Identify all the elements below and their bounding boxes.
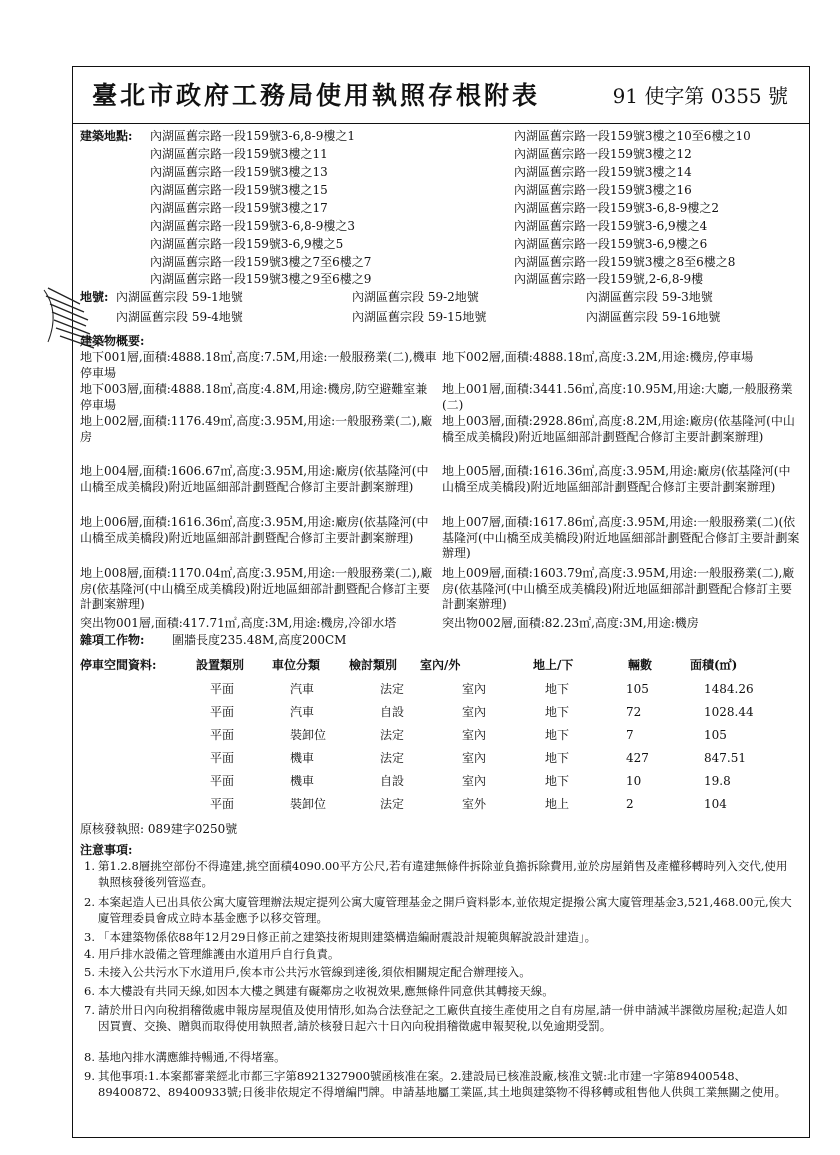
floor-info: 地上006層,面積:1616.36㎡,高度:3.95M,用途:廠房(依基隆河(中山橋至成美橋段)附近地區細部計劃暨配合修訂主要計劃案辦理)	[80, 515, 429, 545]
parking-column-header: 檢討類別	[349, 658, 398, 672]
parking-cell: 機車	[290, 751, 315, 765]
note-number: 5.	[84, 965, 95, 979]
parking-column-header: 室內/外	[420, 658, 461, 672]
lot-item: 內湖區舊宗段 59-4地號	[116, 310, 243, 324]
parking-cell: 104	[704, 797, 727, 811]
parking-cell: 平面	[210, 682, 235, 696]
note-text: 本大樓設有共同天線,如因本大樓之興建有礙鄰房之收視效果,應無條件同意供其轉接天線。	[98, 984, 554, 998]
document-header	[72, 66, 810, 124]
parking-cell: 105	[704, 728, 727, 742]
notes-label: 注意事項:	[80, 843, 133, 857]
site-address: 內湖區舊宗路一段159號3-6,8-9樓之3	[150, 219, 356, 233]
parking-cell: 室內	[462, 705, 487, 719]
note-number: 2.	[84, 895, 95, 909]
floor-info: 地上003層,面積:2928.86㎡,高度:8.2M,用途:廠房(依基隆河(中山橋至成美橋段)附近地區細部計劃暨配合修訂主要計劃案辦理)	[442, 414, 795, 444]
lot-item: 內湖區舊宗段 59-3地號	[586, 290, 713, 304]
floor-info: 突出物001層,面積:417.71㎡,高度:3M,用途:機房,冷卻水塔	[80, 616, 397, 630]
parking-column-header: 設置類別	[196, 658, 245, 672]
parking-cell: 法定	[380, 797, 405, 811]
site-address: 內湖區舊宗路一段159號3樓之13	[150, 165, 328, 179]
site-address: 內湖區舊宗路一段159號3樓之8至6樓之8	[514, 255, 736, 269]
note-text: 未接入公共污水下水道用戶,俟本市公共污水管線到達後,須依相關規定配合辦理接入。	[98, 965, 531, 979]
parking-cell: 裝卸位	[290, 797, 327, 811]
parking-column-header: 地上/下	[533, 658, 574, 672]
note-text: 第1.2.8層挑空部份不得違建,挑空面積4090.00平方公尺,若有違建無條件拆除並負擔拆除費用,並於房屋銷售及產權移轉時列入交代,使用執照核發後列管巡查。	[98, 859, 788, 889]
floor-info: 地上001層,面積:3441.56㎡,高度:10.95M,用途:大廳,一般服務業(二)	[442, 382, 793, 412]
site-address: 內湖區舊宗路一段159號3樓之9至6樓之9	[150, 272, 372, 286]
site-address: 內湖區舊宗路一段159號3樓之17	[150, 201, 328, 215]
site-address: 內湖區舊宗路一段159號3樓之15	[150, 183, 328, 197]
site-address: 內湖區舊宗路一段159號3樓之16	[514, 183, 692, 197]
floor-info: 地上008層,面積:1170.04㎡,高度:3.95M,用途:一般服務業(二),廠房(依基隆河(中山橋至成美橋段)附近地區細部計劃暨配合修訂主要計劃案辦理)	[80, 566, 433, 611]
note-number: 4.	[84, 947, 95, 961]
document-title: 臺北市政府工務局使用執照存根附表	[92, 81, 541, 110]
lot-item: 內湖區舊宗段 59-2地號	[352, 290, 479, 304]
floor-info: 地下001層,面積:4888.18㎡,高度:7.5M,用途:一般服務業(二),機車停車場	[80, 350, 437, 380]
floor-info: 地下003層,面積:4888.18㎡,高度:4.8M,用途:機房,防空避難室兼停車場	[80, 382, 428, 412]
parking-cell: 地下	[545, 705, 570, 719]
site-address: 內湖區舊宗路一段159號,2-6,8-9樓	[514, 272, 704, 286]
floor-info: 突出物002層,面積:82.23㎡,高度:3M,用途:機房	[442, 616, 699, 630]
parking-cell: 室內	[462, 728, 487, 742]
floor-info: 地上009層,面積:1603.79㎡,高度:3.95M,用途:一般服務業(二),廠房(依基隆河(中山橋至成美橋段)附近地區細部計劃暨配合修訂主要計劃案辦理)	[442, 566, 795, 611]
lot-item: 內湖區舊宗段 59-1地號	[116, 290, 243, 304]
overview-label: 建築物概要:	[80, 334, 145, 348]
parking-cell: 自設	[380, 705, 405, 719]
parking-cell: 室內	[462, 682, 487, 696]
parking-cell: 法定	[380, 751, 405, 765]
parking-cell: 平面	[210, 797, 235, 811]
lot-item: 內湖區舊宗段 59-15地號	[352, 310, 487, 324]
parking-cell: 10	[626, 774, 642, 788]
site-address: 內湖區舊宗路一段159號3樓之11	[150, 147, 328, 161]
note-number: 7.	[84, 1003, 95, 1017]
parking-column-header: 輛數	[628, 658, 653, 672]
parking-cell: 72	[626, 705, 642, 719]
parking-cell: 427	[626, 751, 649, 765]
parking-cell: 地下	[545, 728, 570, 742]
parking-cell: 法定	[380, 682, 405, 696]
parking-cell: 105	[626, 682, 649, 696]
site-address: 內湖區舊宗路一段159號3樓之10至6樓之10	[514, 129, 751, 143]
parking-cell: 平面	[210, 728, 235, 742]
floor-info: 地下002層,面積:4888.18㎡,高度:3.2M,用途:機房,停車場	[442, 350, 754, 364]
parking-cell: 地下	[545, 682, 570, 696]
parking-cell: 地下	[545, 774, 570, 788]
parking-cell: 847.51	[704, 751, 746, 765]
floor-info: 地上005層,面積:1616.36㎡,高度:3.95M,用途:廠房(依基隆河(中山橋至成美橋段)附近地區細部計劃暨配合修訂主要計劃案辦理)	[442, 464, 791, 494]
note-text: 請於卅日內向稅捐稽徵處申報房屋現值及使用情形,如為合法登記之工廠供直接生產使用之自有房屋,請一併申請減半課徵房屋稅;起造人如因買賣、交換、贈與而取得使用執照者,請於核發日起六十日內向稅捐稽徵處申報契稅,以免逾期受罰。	[98, 1003, 788, 1033]
misc-works-label: 雜項工作物:	[80, 633, 145, 647]
site-address: 內湖區舊宗路一段159號3樓之12	[514, 147, 692, 161]
floor-info: 地上007層,面積:1617.86㎡,高度:3.95M,用途:一般服務業(二)(依基隆河(中山橋至成美橋段)附近地區細部計劃暨配合修訂主要計劃案辦理)	[442, 515, 800, 560]
permit-number: 91 使字第 0355 號	[612, 84, 788, 108]
site-address: 內湖區舊宗路一段159號3樓之7至6樓之7	[150, 255, 372, 269]
parking-cell: 地下	[545, 751, 570, 765]
lots-label: 地號:	[80, 290, 109, 304]
parking-cell: 平面	[210, 705, 235, 719]
lot-item: 內湖區舊宗段 59-16地號	[586, 310, 721, 324]
site-address: 內湖區舊宗路一段159號3樓之14	[514, 165, 692, 179]
parking-cell: 裝卸位	[290, 728, 327, 742]
parking-cell: 平面	[210, 774, 235, 788]
note-text: 基地內排水溝應維持暢通,不得堵塞。	[98, 1050, 286, 1064]
note-text: 「本建築物係依88年12月29日修正前之建築技術規則建築構造編耐震設計規範與解說設計建造」。	[98, 930, 597, 944]
site-address: 內湖區舊宗路一段159號3-6,8-9樓之2	[514, 201, 720, 215]
floor-info: 地上004層,面積:1606.67㎡,高度:3.95M,用途:廠房(依基隆河(中山橋至成美橋段)附近地區細部計劃暨配合修訂主要計劃案辦理)	[80, 464, 429, 494]
parking-cell: 19.8	[704, 774, 731, 788]
site-address: 內湖區舊宗路一段159號3-6,9樓之6	[514, 237, 708, 251]
parking-cell: 室內	[462, 774, 487, 788]
parking-cell: 室內	[462, 751, 487, 765]
note-text: 用戶排水設備之管理維護由水道用戶自行負責。	[98, 947, 340, 961]
parking-cell: 1484.26	[704, 682, 754, 696]
parking-cell: 地上	[545, 797, 570, 811]
parking-column-header: 車位分類	[272, 658, 321, 672]
site-address: 內湖區舊宗路一段159號3-6,8-9樓之1	[150, 129, 356, 143]
parking-cell: 汽車	[290, 682, 315, 696]
note-number: 1.	[84, 859, 95, 873]
parking-label: 停車空間資料:	[80, 658, 157, 672]
site-address: 內湖區舊宗路一段159號3-6,9樓之5	[150, 237, 344, 251]
parking-cell: 法定	[380, 728, 405, 742]
misc-works-value: 圍牆長度235.48M,高度200CM	[172, 633, 347, 647]
parking-cell: 室外	[462, 797, 487, 811]
note-text: 其他事項:1.本案都審業經北市都三字第8921327900號函核准在案。2.建設局已核准設廠,核准文號:北市建一字第89400548、89400872、89400933號;日後非依規定不得增編門牌。申請基地屬工業區,其土地與建築物不得移轉或租售他人供與工業無關之使用。	[98, 1069, 787, 1099]
site-address: 內湖區舊宗路一段159號3-6,9樓之4	[514, 219, 708, 233]
parking-cell: 1028.44	[704, 705, 754, 719]
parking-cell: 自設	[380, 774, 405, 788]
parking-cell: 平面	[210, 751, 235, 765]
site-label: 建築地點:	[80, 129, 133, 143]
note-number: 9.	[84, 1069, 95, 1083]
note-number: 8.	[84, 1050, 95, 1064]
note-number: 6.	[84, 984, 95, 998]
floor-info: 地上002層,面積:1176.49㎡,高度:3.95M,用途:一般服務業(二),廠房	[80, 414, 433, 444]
note-number: 3.	[84, 930, 95, 944]
parking-cell: 7	[626, 728, 634, 742]
parking-cell: 機車	[290, 774, 315, 788]
parking-column-header: 面積(㎡)	[690, 658, 738, 672]
note-text: 本案起造人已出具依公寓大廈管理辦法規定提列公寓大廈管理基金之開戶資料影本,並依規定提撥公寓大廈管理基金3,521,468.00元,俟大廈管理委員會成立時本基金應予以移交管理。	[98, 895, 792, 925]
original-permit: 原核發執照: 089建字0250號	[80, 822, 238, 836]
parking-cell: 2	[626, 797, 634, 811]
parking-cell: 汽車	[290, 705, 315, 719]
